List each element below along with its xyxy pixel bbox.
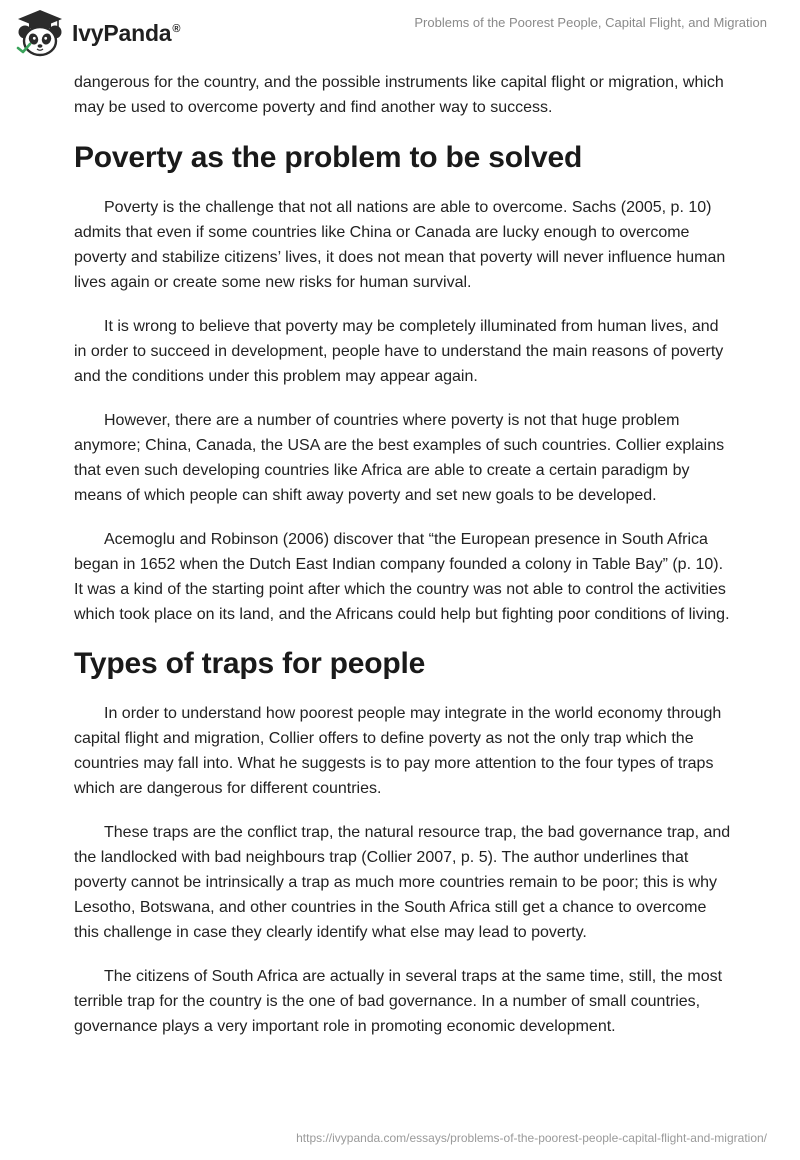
brand-name: IvyPanda®: [72, 19, 181, 46]
document-title: Problems of the Poorest People, Capital Flight, and Migration: [414, 15, 767, 30]
article-body: [74, 70, 734, 1058]
paragraph: The citizens of South Africa are actually in several traps at the same time, still, the most terrible trap for the country is the one of bad governance. In a number of small countries, governance plays a very important role in promoting economic development.: [74, 968, 723, 1035]
paragraph: It is wrong to believe that poverty may be completely illuminated from human lives, and in order to succeed in development, people have to understand the main reasons of poverty and the conditions under this problem may appear again.: [74, 318, 724, 385]
paragraph: These traps are the conflict trap, the natural resource trap, the bad governance trap, and the landlocked with bad neighbours trap (Collier 2007, p. 5). The author underlines that poverty cannot be intrinsically a trap as much more countries remain to be poor; this is why Lesotho, Botswana, and other countries in the South Africa still get a chance to overcome this challenge in case they clearly identify what else may lead to poverty.: [74, 824, 731, 941]
source-url-link[interactable]: https://ivypanda.com/essays/problems-of-the-poorest-people-capital-flight-and-migration/: [296, 1131, 767, 1145]
paragraph: Poverty is the challenge that not all nations are able to overcome. Sachs (2005, p. 10) admits that even if some countries like China or Canada are lucky enough to overcome poverty and stabilize citizens’ lives, it does not mean that poverty will never influence human lives again or create some new risks for human survival.: [74, 199, 726, 291]
panda-graduate-icon: [14, 8, 66, 58]
intro-paragraph-tail: dangerous for the country, and the possible instruments like capital flight or migration, which may be used to overcome poverty and find another way to success.: [74, 74, 724, 116]
paragraph: However, there are a number of countries where poverty is not that huge problem anymore; China, Canada, the USA are the best examples of such countries. Collier explains that even such developing countries like Africa are able to create a certain paradigm by means of which people can shift away poverty and set new goals to be developed.: [74, 412, 725, 504]
section-heading-traps: Types of traps for people: [74, 647, 426, 680]
page-header: [0, 0, 800, 64]
ivypanda-logo[interactable]: [14, 8, 180, 58]
registered-mark: ®: [172, 22, 181, 35]
section-heading-poverty: Poverty as the problem to be solved: [74, 141, 583, 174]
paragraph: In order to understand how poorest people may integrate in the world economy through capital flight and migration, Collier offers to define poverty as not the only trap which the countries may fall into. What he suggests is to pay more attention to the four types of traps which are dangerous for different countries.: [74, 705, 722, 797]
paragraph: Acemoglu and Robinson (2006) discover that “the European presence in South Africa began in 1652 when the Dutch East Indian company founded a colony in Table Bay” (p. 10). It was a kind of the starting point after which the country was not able to control the activities which took place on its land, and the Africans could help but fighting poor conditions of living.: [74, 531, 730, 623]
